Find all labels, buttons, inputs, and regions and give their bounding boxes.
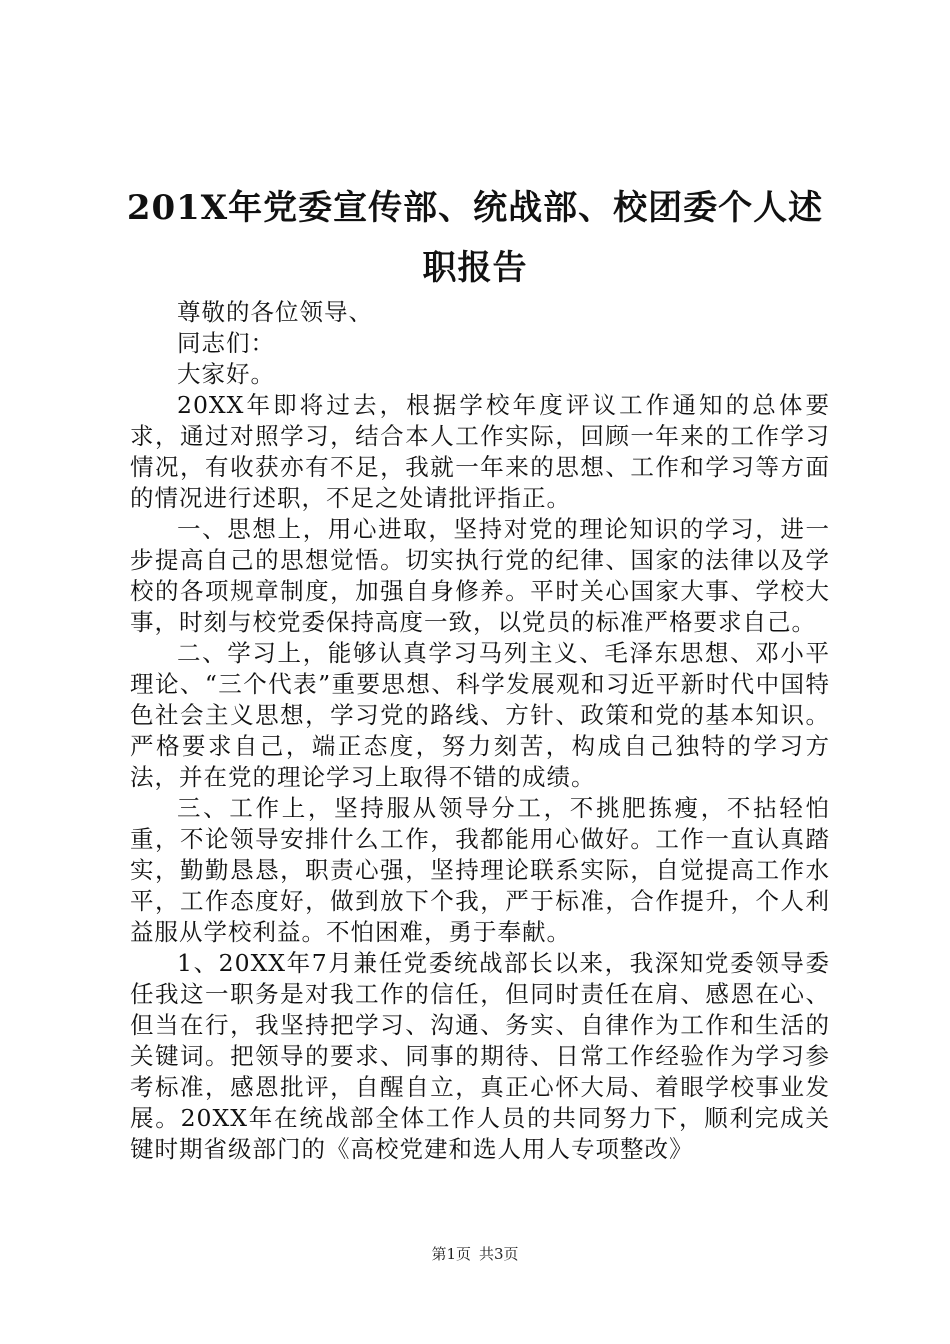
greeting: 大家好。 [177,360,275,388]
section-ideology-paragraph: 一、思想上，用心进取，坚持对党的理论知识的学习，进一步提高自己的思想觉悟。切实执行党的纪律、国家的法律以及学校的各项规章制度，加强自身修养。平时关心国家大事、学校大事，时刻与校党委保持高度一致，以党员的标准严格要求自己。 [130,515,830,636]
work-item-1-paragraph: 1、20XX年7月兼任党委统战部长以来，我深知党委领导委任我这一职务是对我工作的信任，但同时责任在肩、感恩在心、但当在行，我坚持把学习、沟通、务实、自律作为工作和生活的关键词。把领导的要求、同事的期待、日常工作经验作为学习参考标准，感恩批评，自醒自立，真正心怀大局、着眼学校事业发展。20XX年在统战部全体工作人员的共同努力下，顺利完成关键时期省级部门的《高校党建和选人用人专项整改》 [130,949,830,1163]
salutation-line-2: 同志们： [177,329,275,357]
document-title-line-2: 职报告 [422,248,528,288]
document-body [130,297,830,1165]
section-study-paragraph: 二、学习上，能够认真学习马列主义、毛泽东思想、邓小平理论、“三个代表”重要思想、科学发展观和习近平新时代中国特色社会主义思想，学习党的路线、方针、政策和党的基本知识。严格要求自己，端正态度，努力刻苦，构成自己独特的学习方法，并在党的理论学习上取得不错的成绩。 [130,639,830,791]
page-total: 共3页 [479,1245,519,1263]
intro-paragraph: 20XX年即将过去，根据学校年度评议工作通知的总体要求，通过对照学习，结合本人工作实际，回顾一年来的工作学习情况，有收获亦有不足，我就一年来的思想、工作和学习等方面的情况进行述职，不足之处请批评指正。 [130,391,830,512]
salutation-line-1: 尊敬的各位领导、 [177,298,373,326]
document-title-line-1: 201X年党委宣传部、统战部、校团委个人述 [126,188,824,228]
page-footer [0,1244,950,1264]
section-work-paragraph: 三、工作上，坚持服从领导分工，不挑肥拣瘦，不拈轻怕重，不论领导安排什么工作，我都能用心做好。工作一直认真踏实，勤勤恳恳，职责心强，坚持理论联系实际，自觉提高工作水平，工作态度好，做到放下个我，严于标准，合作提升，个人利益服从学校利益。不怕困难，勇于奉献。 [130,794,830,946]
page-number: 第1页 [431,1245,471,1263]
